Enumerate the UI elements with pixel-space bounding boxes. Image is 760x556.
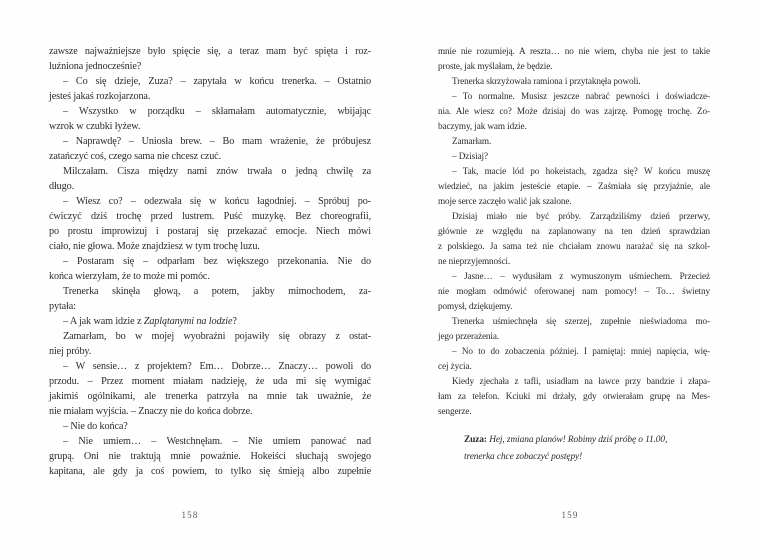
text-line [49,254,371,269]
text-line [438,179,710,194]
text-segment: przodu. – Przez moment miałam nadzieję, że uda mi się wymigać [49,376,371,387]
text-line [49,119,371,134]
text-line [49,179,371,194]
text-line [49,344,371,359]
text-segment: końca wierzyłam, że to może mi pomóc. [49,271,210,282]
text-line [49,209,371,224]
text-segment: Zamarłam. [452,136,492,146]
text-segment: długo. [49,181,75,192]
text-line [49,314,371,329]
text-line [49,449,371,464]
text-line [438,284,710,299]
text-line [49,269,371,284]
text-segment: Zamarłam, bo w mojej wyobraźni pojawiły się obrazy z ostat- [63,331,371,342]
text-segment: Zaplątanymi na lodzie [143,316,233,327]
text-line [438,404,710,419]
text-segment: niej próby. [49,346,92,357]
text-segment: proste, jak myślałam, że będzie. [438,61,553,71]
text-line [438,224,710,239]
text-segment: Kiedy zjechała z tafli, usiadłam na ławce przy bandzie i złapa- [452,376,710,386]
text-segment: wiedzieć, na jakim jesteście etapie. – Zaśmiała się przyjaźnie, ale [438,181,710,191]
text-line [49,74,371,89]
text-segment: pytała: [49,301,76,312]
text-line [438,149,710,164]
text-segment: ciało, nie głowa. Może znajdziesz w tym trochę luzu. [49,241,260,252]
text-segment: – Dzisiaj? [452,151,488,161]
text-segment: baczymy, jak wam idzie. [438,121,527,131]
text-line [438,269,710,284]
text-segment: nia. Ale wiesz co? Może dzisiaj do was zajrzę. Pomogę trochę. Zo- [438,106,710,116]
text-line [49,44,371,59]
text-line [438,89,710,104]
text-line [464,432,696,449]
text-line [49,329,371,344]
text-segment: – A jak wam idzie z [63,316,144,327]
text-line [49,104,371,119]
text-line [49,59,371,74]
text-line [49,164,371,179]
text-segment: zatańczyć coś, czego sama nie chcesz czuć. [49,151,221,162]
text-line [464,449,696,466]
text-segment: – Jasne… – wydusiłam z wymuszonym uśmiechem. Przecież [452,271,710,281]
text-line [438,119,710,134]
text-segment: nie miałam wyjścia. – Znaczy nie do końca dobrze. [49,406,253,417]
text-line [438,134,710,149]
text-segment: Zuza: [464,435,487,445]
text-line [438,254,710,269]
text-segment: z polskiego. Ja sama też nie chciałam znowu narażać się na szkol- [438,241,710,251]
text-segment: – W sensie… z projektem? Em… Dobrze… Znaczy… powoli do [63,361,371,372]
text-line [438,359,710,374]
text-segment: – Nie do końca? [63,421,128,432]
text-line [49,464,371,479]
text-segment: – Nie umiem… – Westchnęłam. – Nie umiem panować nad [63,436,371,447]
text-line [49,404,371,419]
text-line [49,239,371,254]
text-segment: cej życia. [438,361,472,371]
text-line [438,104,710,119]
page-number-left: 158 [181,510,199,520]
text-segment: Dzisiaj miało nie być próby. Zarządziliśmy dzień przerwy, [452,211,710,221]
text-segment: ? [232,316,237,327]
text-segment: luźniona jednocześnie? [49,61,142,72]
text-segment: moje serce zaczęło walić jak szalone. [438,196,572,206]
text-line [49,359,371,374]
text-segment: sengerze. [438,406,472,416]
messenger-quote-block [464,432,696,466]
text-segment: Milczałam. Cisza między nami znów trwała o jedną chwilę za [63,166,371,177]
text-segment: pomysł, dziękujemy. [438,301,513,311]
text-segment: Hej, zmiana planów! Robimy dziś próbę o 11.00, [486,435,668,445]
text-line [438,299,710,314]
text-line [438,44,710,59]
text-line [438,164,710,179]
text-segment: jesteś jakaś rozkojarzona. [49,91,151,102]
text-line [438,209,710,224]
text-line [49,194,371,209]
text-line [49,89,371,104]
text-segment: po prostu improwizuj i postaraj się przekazać emocje. Niech mówi [49,226,371,237]
text-line [49,134,371,149]
text-line [49,149,371,164]
text-line [438,329,710,344]
text-line [49,284,371,299]
text-line [438,374,710,389]
text-line [438,314,710,329]
text-line [438,74,710,89]
text-segment: – No to do zobaczenia później. I pamiętaj: mniej napięcia, wię- [452,346,710,356]
text-line [49,299,371,314]
text-segment: Trenerka uśmiechnęła się szerzej, zupełnie nieświadoma mo- [452,316,710,326]
text-line [49,224,371,239]
text-segment: – Co się dzieje, Zuza? – zapytała w końcu trenerka. – Ostatnio [63,76,371,87]
text-segment: – To normalne. Musisz jeszcze nabrać pewności i doświadcze- [452,91,710,101]
text-segment: łam za telefon. Kciuki mi drżały, gdy otwierałam grupę na Mes- [438,391,710,401]
text-segment: – Wszystko w porządku – skłamałam automatycznie, wbijając [63,106,371,117]
text-segment: mnie nie rozumieją. A reszta… no nie wiem, chyba nie jest to takie [438,46,710,56]
book-page-right-text [438,44,710,466]
text-segment: Trenerka skinęła głową, a potem, jakby mimochodem, za- [63,286,371,297]
text-segment: – Naprawdę? – Uniosła brew. – Bo mam wrażenie, że próbujesz [63,136,371,147]
text-segment: – Tak, macie lód po hokeistach, zgadza się? W końcu muszę [452,166,710,176]
text-segment: – Postaram się – odparłam bez większego przekonania. Nie do [63,256,371,267]
text-segment: ne nieprzyjemności. [438,256,511,266]
text-line [438,59,710,74]
text-segment: zawsze najważniejsze było spięcie się, a teraz mam być spięta i roz- [49,46,371,57]
text-segment: Trenerka skrzyżowała ramiona i przytaknęła powoli. [452,76,641,86]
text-segment: nie mogłam odmówić oferowanej nam pomocy! – To… świetny [438,286,710,296]
text-segment: wzrok w czubki łyżew. [49,121,141,132]
text-line [438,389,710,404]
text-line [438,194,710,209]
text-segment: ćwiczyć dziś trochę przed lustrem. Puść muzykę. Bez choreografii, [49,211,371,222]
text-line [49,374,371,389]
book-page-right-body [438,44,710,419]
text-line [49,434,371,449]
text-segment: grupą. Oni nie traktują mnie poważnie. Hokeiści słuchają swojego [49,451,371,462]
text-line [49,389,371,404]
text-line [438,239,710,254]
text-line [49,419,371,434]
text-line [438,344,710,359]
book-page-left-text [49,44,371,479]
text-segment: jego przerażenia. [438,331,500,341]
text-segment: kapitana, ale gdy ja coś powiem, to tylko się śmieją albo zupełnie [49,466,371,477]
text-segment: głównie ze względu na zaplanowany na ten dzień sprawdzian [438,226,710,236]
page-number-right: 159 [561,510,579,520]
text-segment: – Wiesz co? – odezwała się w końcu łagodniej. – Spróbuj po- [63,196,371,207]
text-segment: trenerka chce zobaczyć postępy! [464,452,583,462]
text-segment: jakimiś ogólnikami, ale trenerka patrzyła na mnie tak uważnie, że [49,391,371,402]
